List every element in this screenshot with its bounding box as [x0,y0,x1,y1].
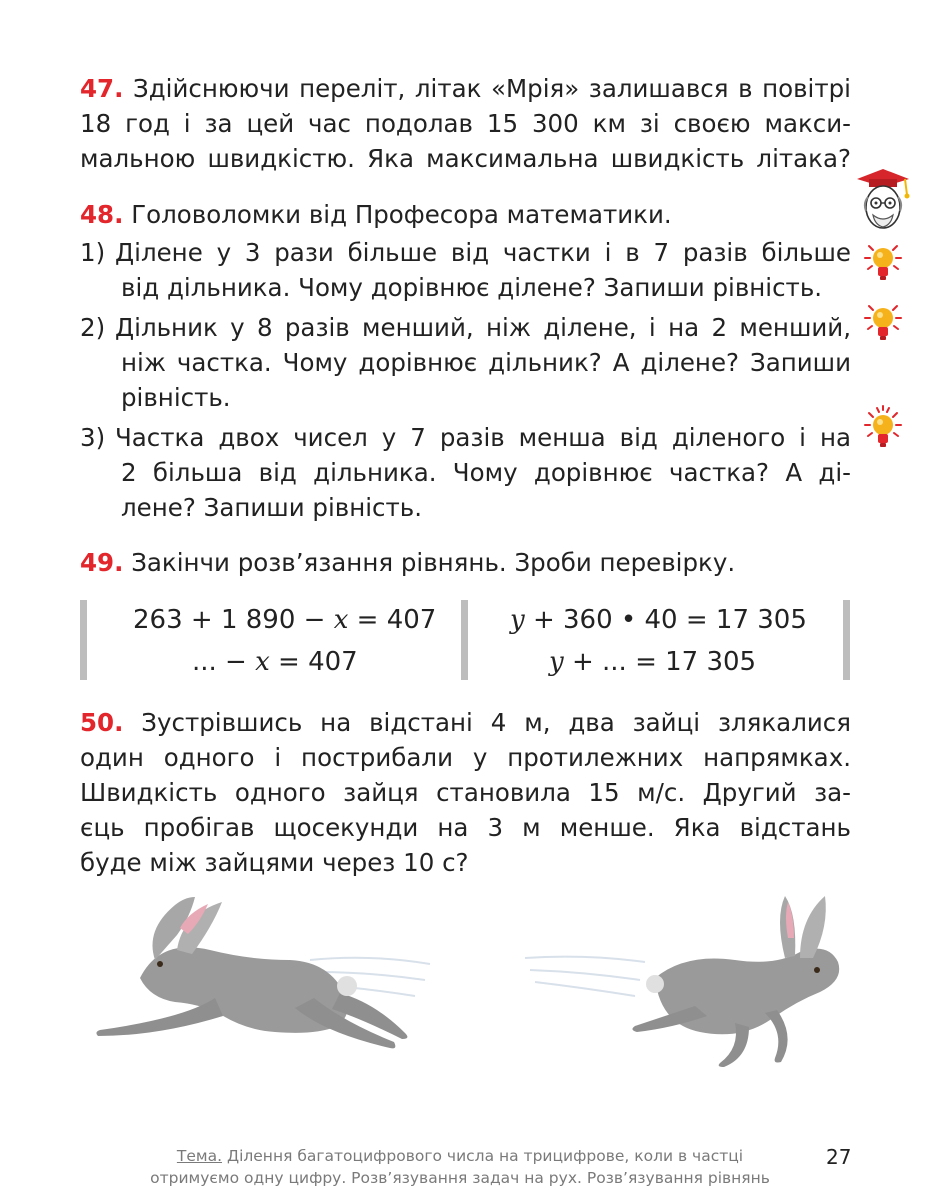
p50-line-4: єць пробігав щосекунди на 3 м менше. Яка відстань [80,813,851,842]
equation-right-1b: + 360 • 40 = 17 305 [532,605,807,635]
equation-right-line-2 [549,642,756,682]
p48-item-2-label: 2) [80,313,106,342]
equation-right-2b: + ... = 17 305 [571,647,757,677]
problem-number-48: 48. [80,200,124,229]
p50-line-5: буде між зайцями через 10 с? [80,848,469,877]
variable-y: y [549,647,564,677]
p48-item-1-label: 1) [80,238,106,267]
p49-title-line [80,546,851,580]
p47-line-3: мальною швидкістю. Яка максимальна швидкість літака? [80,144,851,173]
equation-right-line-1 [510,600,807,640]
p48-item-1-line-2: від дільника. Чому дорівнює ділене? Запиши рівність. [121,273,823,302]
problem-number-50: 50. [80,708,124,737]
equation-left-1a: 263 + 1 890 − [133,605,326,635]
footer-text-1: Ділення багатоцифрового числа на трицифрове, коли в частці [226,1147,744,1165]
lightbulb-icon [860,238,906,288]
p50-line-1 [80,706,851,740]
p48-item-3-line-2: 2 більша від дільника. Чому дорівнює частка? А ді- [121,458,851,487]
p47-line-2: 18 год і за цей час подолав 15 300 км зі своєю макси- [80,109,851,138]
p50-line-2: один одного і пострибали у протилежних напрямках. [80,743,851,772]
equation-box-left-bar [80,600,87,680]
variable-x: x [255,647,270,677]
p50-line-3: Швидкість одного зайця становила 15 м/с. Другий за- [80,778,851,807]
equation-left-1b: = 407 [356,605,437,635]
p48-title-line [80,198,851,232]
lightbulb-icon [860,298,906,348]
footer-topic-label: Тема. [176,1147,223,1165]
p48-item-3-line-1: Частка двох чисел у 7 разів менша від діленого і на [115,423,851,452]
p48-item-2-line-2: ніж частка. Чому дорівнює дільник? А ділене? Запиши [121,348,851,377]
equation-box-middle-bar [461,600,468,680]
hare-illustration [632,896,839,1067]
p48-title: Головоломки від Професора математики. [131,200,672,229]
p48-item-1-line-1: Ділене у 3 рази більше від частки і в 7 разів більше [115,238,851,267]
lightbulb-icon [860,405,906,457]
p48-item-3-line-3: лене? Запиши рівність. [121,493,422,522]
equation-left-2a: ... − [192,647,247,677]
equation-box-right-bar [843,600,850,680]
p48-item-3-label: 3) [80,423,106,452]
footer-topic [100,1145,820,1189]
equation-left-line-2 [192,642,358,682]
variable-y: y [510,605,525,635]
hares-illustration [95,888,855,1073]
p48-item-2-line-3: рівність. [121,383,231,412]
p48-item-2-line-1: Дільник у 8 разів менший, ніж ділене, і на 2 менший, [115,313,851,342]
p49-title: Закінчи розв’язання рівнянь. Зроби перевірку. [131,548,736,577]
professor-icon [855,165,911,233]
variable-x: x [333,605,349,635]
problem-number-47: 47. [80,74,124,103]
p47-text-1: Здійснюючи переліт, літак «Мрія» залишався в повітрі [132,74,851,103]
equation-left-2b: = 407 [278,647,358,677]
problem-number-49: 49. [80,548,124,577]
page-number: 27 [826,1145,852,1169]
footer-line-1 [100,1145,820,1167]
equation-left-line-1 [133,600,436,640]
footer-line-2: отримуємо одну цифру. Розв’язування задач на рух. Розв’язування рівнянь [150,1169,770,1187]
p50-text-1: Зустрівшись на відстані 4 м, два зайці злякалися [141,708,851,737]
p47-line-1 [80,72,851,106]
